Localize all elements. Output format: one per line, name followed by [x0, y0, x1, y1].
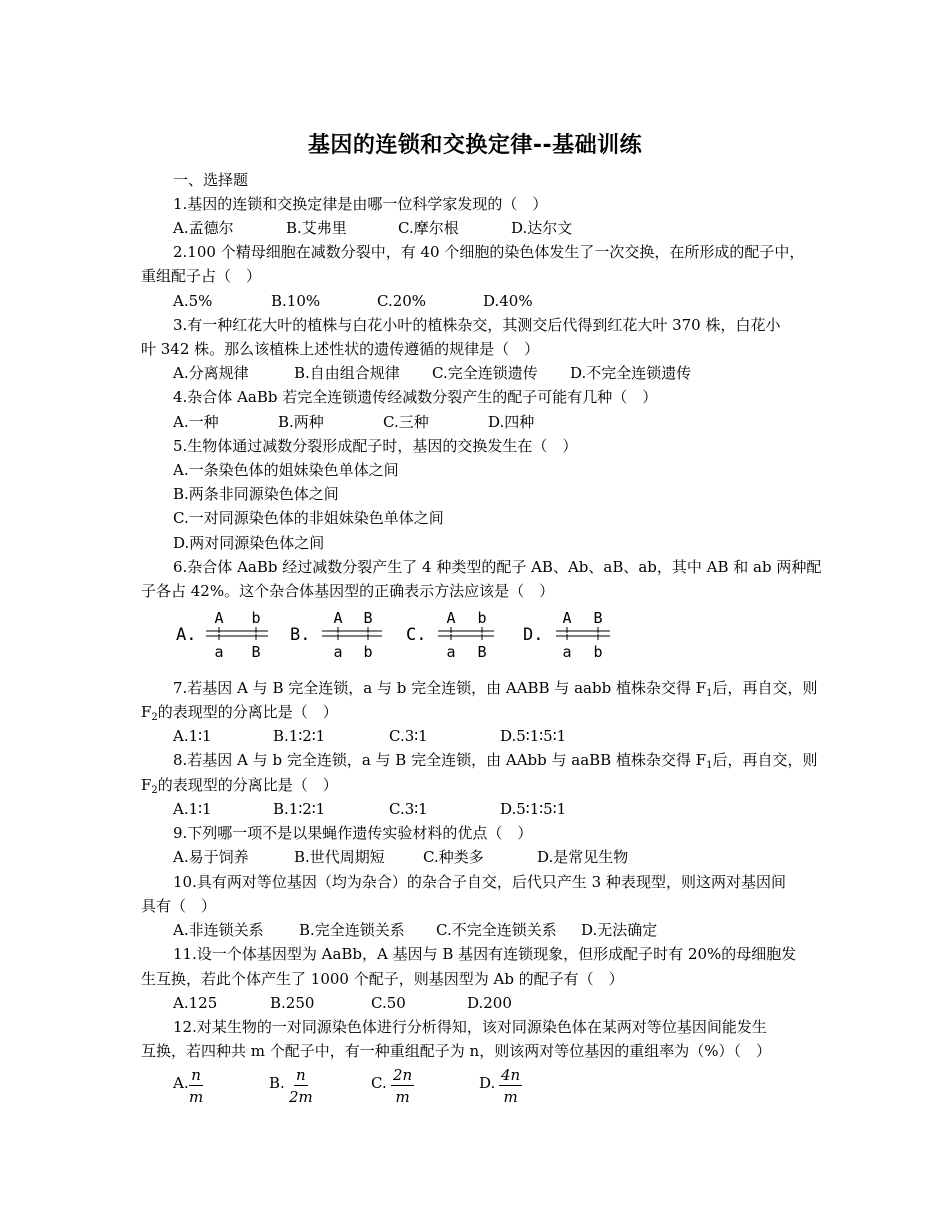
- option-label: B.: [269, 1074, 285, 1092]
- gene-label: b: [593, 643, 603, 661]
- section-heading: 一、选择题: [173, 171, 249, 189]
- question-9-option-a: A.易于饲养: [173, 848, 249, 866]
- option-label: A.: [173, 1074, 189, 1092]
- question-7-text: 7.若基因 A 与 B 完全连锁，a 与 b 完全连锁，由 AABB 与 aabb 植株杂交得 F: [173, 679, 707, 697]
- subscript: 1: [706, 760, 713, 771]
- question-4-option-b: B.两种: [278, 413, 324, 431]
- gene-label: a: [333, 643, 343, 661]
- fraction-numerator: 2n: [393, 1066, 413, 1084]
- question-5-option-a: A.一条染色体的姐妹染色单体之间: [173, 461, 399, 479]
- fraction: [391, 1066, 414, 1107]
- fraction-denominator: m: [503, 1088, 518, 1106]
- question-4-stem: 4.杂合体 AaBb 若完全连锁遗传经减数分裂产生的配子可能有几种（ ）: [173, 388, 658, 406]
- subscript: 1: [706, 688, 713, 699]
- question-5-option-d: D.两对同源染色体之间: [173, 534, 325, 552]
- question-10-option-a: A.非连锁关系: [173, 921, 264, 939]
- question-7-text: F: [141, 703, 152, 721]
- gene-label: B: [477, 643, 487, 661]
- question-1-option-c: C.摩尔根: [398, 219, 459, 237]
- question-9-option-d: D.是常见生物: [537, 848, 629, 866]
- chromosome-option-c: [406, 609, 494, 661]
- chromosome-option-d-label: D.: [523, 625, 544, 645]
- fraction-numerator: n: [191, 1066, 201, 1084]
- question-2-stem-line-1: 2.100 个精母细胞在减数分裂中，有 40 个细胞的染色体发生了一次交换，在所形成的配子中，: [173, 243, 805, 261]
- gene-label: A: [333, 609, 343, 627]
- gene-label: a: [446, 643, 456, 661]
- question-3-stem-line-1: 3.有一种红花大叶的植株与白花小叶的植株杂交，其测交后代得到红花大叶 370 株，白花小: [173, 316, 781, 334]
- question-4-option-d: D.四种: [488, 413, 535, 431]
- question-8-option-d: D.5∶1∶5∶1: [500, 800, 567, 818]
- chromosome-option-c-label: C.: [406, 625, 427, 645]
- question-2-option-b: B.10%: [271, 292, 321, 310]
- question-2-stem-line-2: 重组配子占（ ）: [141, 267, 262, 285]
- question-11-option-a: A.125: [173, 994, 218, 1012]
- question-1-option-d: D.达尔文: [511, 219, 573, 237]
- question-8-stem-line-1: [173, 750, 818, 770]
- fraction-denominator: m: [395, 1088, 410, 1106]
- chromosome-option-b-label: B.: [290, 625, 311, 645]
- question-10-option-d: D.无法确定: [581, 921, 658, 939]
- fraction: [499, 1066, 522, 1107]
- question-1-option-a: A.孟德尔: [173, 219, 234, 237]
- fraction-denominator: m: [189, 1088, 204, 1106]
- question-6-stem-line-1: 6.杂合体 AaBb 经过减数分裂产生了 4 种类型的配子 AB、Ab、aB、ab，其中 AB 和 ab 两种配: [173, 558, 822, 576]
- subscript: 2: [151, 785, 158, 796]
- question-5-option-b: B.两条非同源染色体之间: [173, 485, 339, 503]
- chromosome-option-d: [523, 609, 610, 661]
- question-7-option-b: B.1∶2∶1: [273, 727, 326, 745]
- question-5-stem: 5.生物体通过减数分裂形成配子时，基因的交换发生在（ ）: [173, 437, 578, 455]
- question-4-option-a: A.一种: [173, 413, 219, 431]
- question-11-option-d: D.200: [467, 994, 512, 1012]
- question-3-option-d: D.不完全连锁遗传: [570, 364, 692, 382]
- document-title: 基因的连锁和交换定律--基础训练: [307, 133, 643, 158]
- gene-label: A: [562, 609, 572, 627]
- question-9-option-c: C.种类多: [423, 848, 484, 866]
- gene-label: b: [477, 609, 487, 627]
- question-3-option-b: B.自由组合规律: [294, 364, 400, 382]
- question-9-option-b: B.世代周期短: [294, 848, 385, 866]
- question-2-option-a: A.5%: [173, 292, 213, 310]
- gene-label: B: [251, 643, 261, 661]
- gene-label: B: [363, 609, 373, 627]
- option-label: D.: [479, 1074, 496, 1092]
- question-2-option-c: C.20%: [377, 292, 427, 310]
- question-7-text: 后，再自交，则: [712, 679, 818, 697]
- gene-label: b: [363, 643, 373, 661]
- question-7-option-d: D.5∶1∶5∶1: [500, 727, 567, 745]
- chromosome-option-a: [176, 609, 268, 661]
- question-8-text: 后，再自交，则: [712, 751, 818, 769]
- question-2-option-d: D.40%: [483, 292, 533, 310]
- question-8-text: 8.若基因 A 与 b 完全连锁，a 与 B 完全连锁，由 AAbb 与 aaBB 植株杂交得 F: [173, 751, 707, 769]
- question-8-text: F: [141, 776, 152, 794]
- question-4-option-c: C.三种: [383, 413, 429, 431]
- question-3-option-c: C.完全连锁遗传: [432, 364, 538, 382]
- option-label: C.: [371, 1074, 387, 1092]
- gene-label: A: [446, 609, 456, 627]
- question-12-stem-line-2: 互换，若四种共 m 个配子中，有一种重组配子为 n，则该两对等位基因的重组率为（%）（ ）: [141, 1042, 771, 1060]
- question-10-option-c: C.不完全连锁关系: [436, 921, 557, 939]
- question-8-option-a: A.1∶1: [173, 800, 212, 818]
- question-3-stem-line-2: 叶 342 株。那么该植株上述性状的遗传遵循的规律是（ ）: [141, 340, 540, 358]
- subscript: 2: [151, 712, 158, 723]
- question-7-text: 的表现型的分离比是（ ）: [157, 703, 338, 721]
- question-11-stem-line-2: 生互换，若此个体产生了 1000 个配子，则基因型为 Ab 的配子有（ ）: [141, 970, 624, 988]
- question-8-option-c: C.3∶1: [389, 800, 428, 818]
- question-9-stem: 9.下列哪一项不是以果蝇作遗传实验材料的优点（ ）: [173, 824, 533, 842]
- question-8-stem-line-2: [141, 775, 338, 795]
- fraction: [189, 1066, 203, 1107]
- question-7-stem-line-2: [141, 702, 338, 722]
- gene-label: B: [593, 609, 603, 627]
- fraction-numerator: n: [296, 1066, 306, 1084]
- question-7-option-a: A.1∶1: [173, 727, 212, 745]
- chromosome-option-a-label: A.: [176, 625, 197, 645]
- fraction-numerator: 4n: [501, 1066, 521, 1084]
- question-12-stem-line-1: 12.对某生物的一对同源染色体进行分析得知，该对同源染色体在某两对等位基因间能发生: [173, 1018, 767, 1036]
- question-3-option-a: A.分离规律: [173, 364, 249, 382]
- gene-label: a: [214, 643, 224, 661]
- fraction-denominator: 2m: [289, 1088, 313, 1106]
- question-8-text: 的表现型的分离比是（ ）: [157, 776, 338, 794]
- fraction: [289, 1066, 313, 1107]
- question-10-option-b: B.完全连锁关系: [299, 921, 405, 939]
- question-1-stem: 1.基因的连锁和交换定律是由哪一位科学家发现的（ ）: [173, 195, 548, 213]
- question-8-option-b: B.1∶2∶1: [273, 800, 326, 818]
- question-10-stem-line-1: 10.具有两对等位基因（均为杂合）的杂合子自交，后代只产生 3 种表现型，则这两对基因间: [173, 873, 786, 891]
- gene-label: a: [562, 643, 572, 661]
- question-7-stem-line-1: [173, 678, 818, 698]
- question-5-option-c: C.一对同源染色体的非姐妹染色单体之间: [173, 509, 444, 527]
- question-11-stem-line-1: 11.设一个体基因型为 AaBb，A 基因与 B 基因有连锁现象，但形成配子时有 20%的母细胞发: [173, 945, 797, 963]
- question-6-stem-line-2: 子各占 42%。这个杂合体基因型的正确表示方法应该是（ ）: [141, 582, 555, 600]
- chromosome-diagram-options: [176, 607, 636, 663]
- question-11-option-b: B.250: [270, 994, 315, 1012]
- gene-label: A: [214, 609, 224, 627]
- question-10-stem-line-2: 具有（ ）: [141, 897, 217, 915]
- question-11-option-c: C.50: [371, 994, 406, 1012]
- question-7-option-c: C.3∶1: [389, 727, 428, 745]
- gene-label: b: [251, 609, 261, 627]
- chromosome-option-b: [290, 609, 382, 661]
- question-1-option-b: B.艾弗里: [286, 219, 347, 237]
